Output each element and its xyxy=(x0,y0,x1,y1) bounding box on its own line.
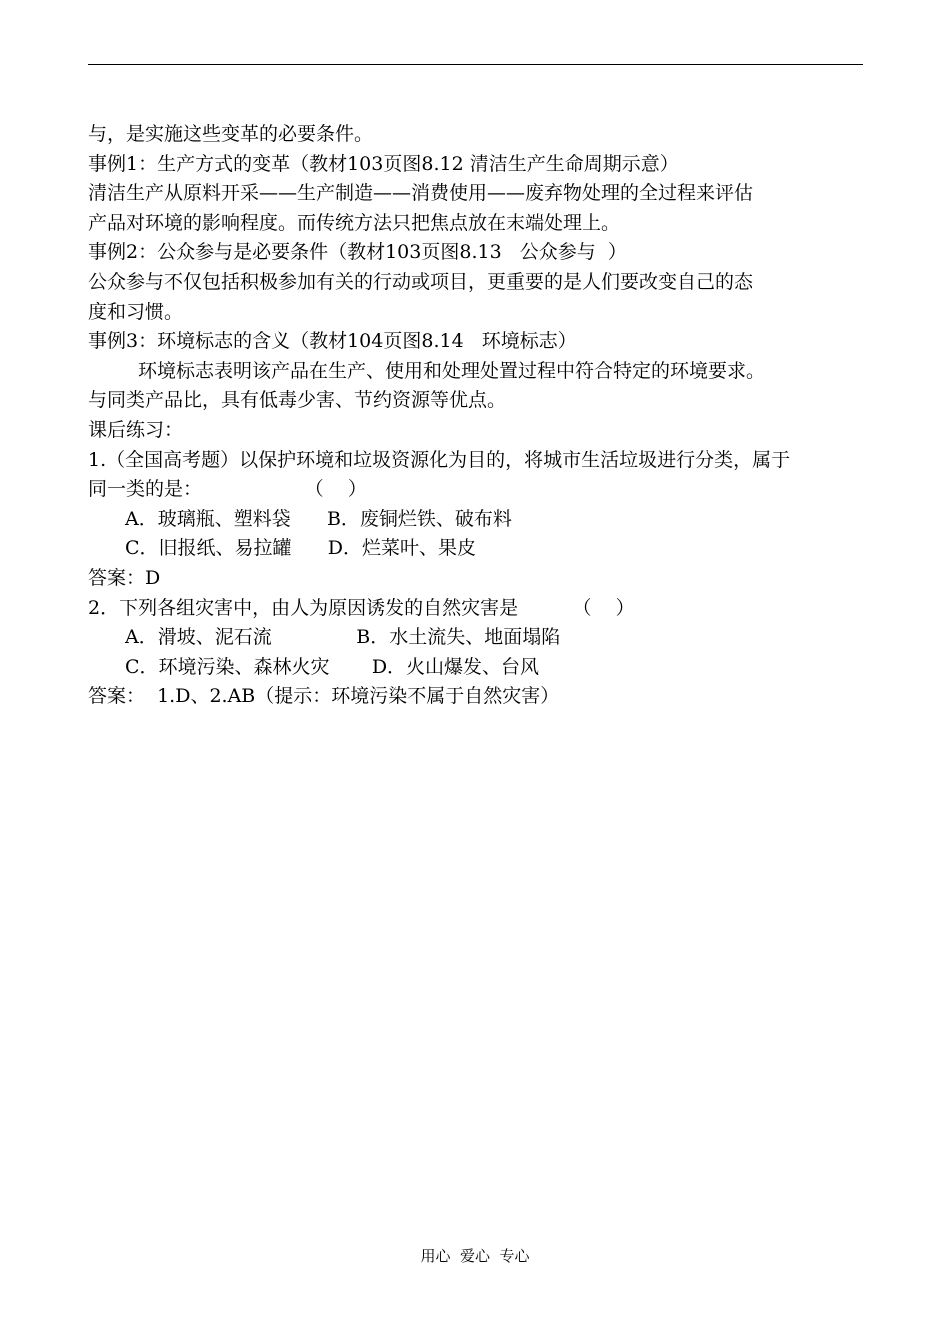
document-body xyxy=(88,120,868,712)
exercises-heading: 课后练习： xyxy=(88,418,184,441)
example-2-heading: 事例2：公众参与是必要条件（教材103页图8.13 公众参与 ） xyxy=(88,241,627,264)
question-1-options-cd: C．旧报纸、易拉罐 D．烂菜叶、果皮 xyxy=(125,537,477,560)
answer-summary: 答案： 1.D、2.AB（提示：环境污染不属于自然灾害） xyxy=(88,685,560,708)
question-1-continued: 同一类的是： （ ） xyxy=(88,478,367,501)
page-footer: 用心 爱心 专心 xyxy=(420,1247,530,1265)
header-rule xyxy=(88,64,863,65)
question-1: 1.（全国高考题）以保护环境和垃圾资源化为目的，将城市生活垃圾进行分类，属于 xyxy=(88,448,791,471)
text-line: 公众参与不仅包括积极参加有关的行动或项目，更重要的是人们要改变自己的态 xyxy=(88,270,754,293)
question-2-options-ab: A．滑坡、泥石流 B．水土流失、地面塌陷 xyxy=(125,626,561,649)
text-line: 与，是实施这些变革的必要条件。 xyxy=(88,123,374,145)
question-1-options-ab: A．玻璃瓶、塑料袋 B．废铜烂铁、破布料 xyxy=(125,507,512,530)
text-line: 产品对环境的影响程度。而传统方法只把焦点放在末端处理上。 xyxy=(88,211,621,234)
text-line: 环境标志表明该产品在生产、使用和处理处置过程中符合特定的环境要求。 xyxy=(138,359,766,382)
text-line: 与同类产品比，具有低毒少害、节约资源等优点。 xyxy=(88,389,507,412)
text-line: 清洁生产从原料开采——生产制造——消费使用——废弃物处理的全过程来评估 xyxy=(88,182,754,205)
example-1-heading: 事例1：生产方式的变革（教材103页图8.12 清洁生产生命周期示意） xyxy=(88,152,679,175)
question-2-options-cd: C．环境污染、森林火灾 D．火山爆发、台风 xyxy=(125,655,540,678)
example-3-heading: 事例3：环境标志的含义（教材104页图8.14 环境标志） xyxy=(88,330,577,353)
answer-1: 答案：D xyxy=(88,566,161,589)
question-2: 2．下列各组灾害中，由人为原因诱发的自然灾害是 （ ） xyxy=(88,596,635,619)
text-line: 度和习惯。 xyxy=(88,300,184,323)
